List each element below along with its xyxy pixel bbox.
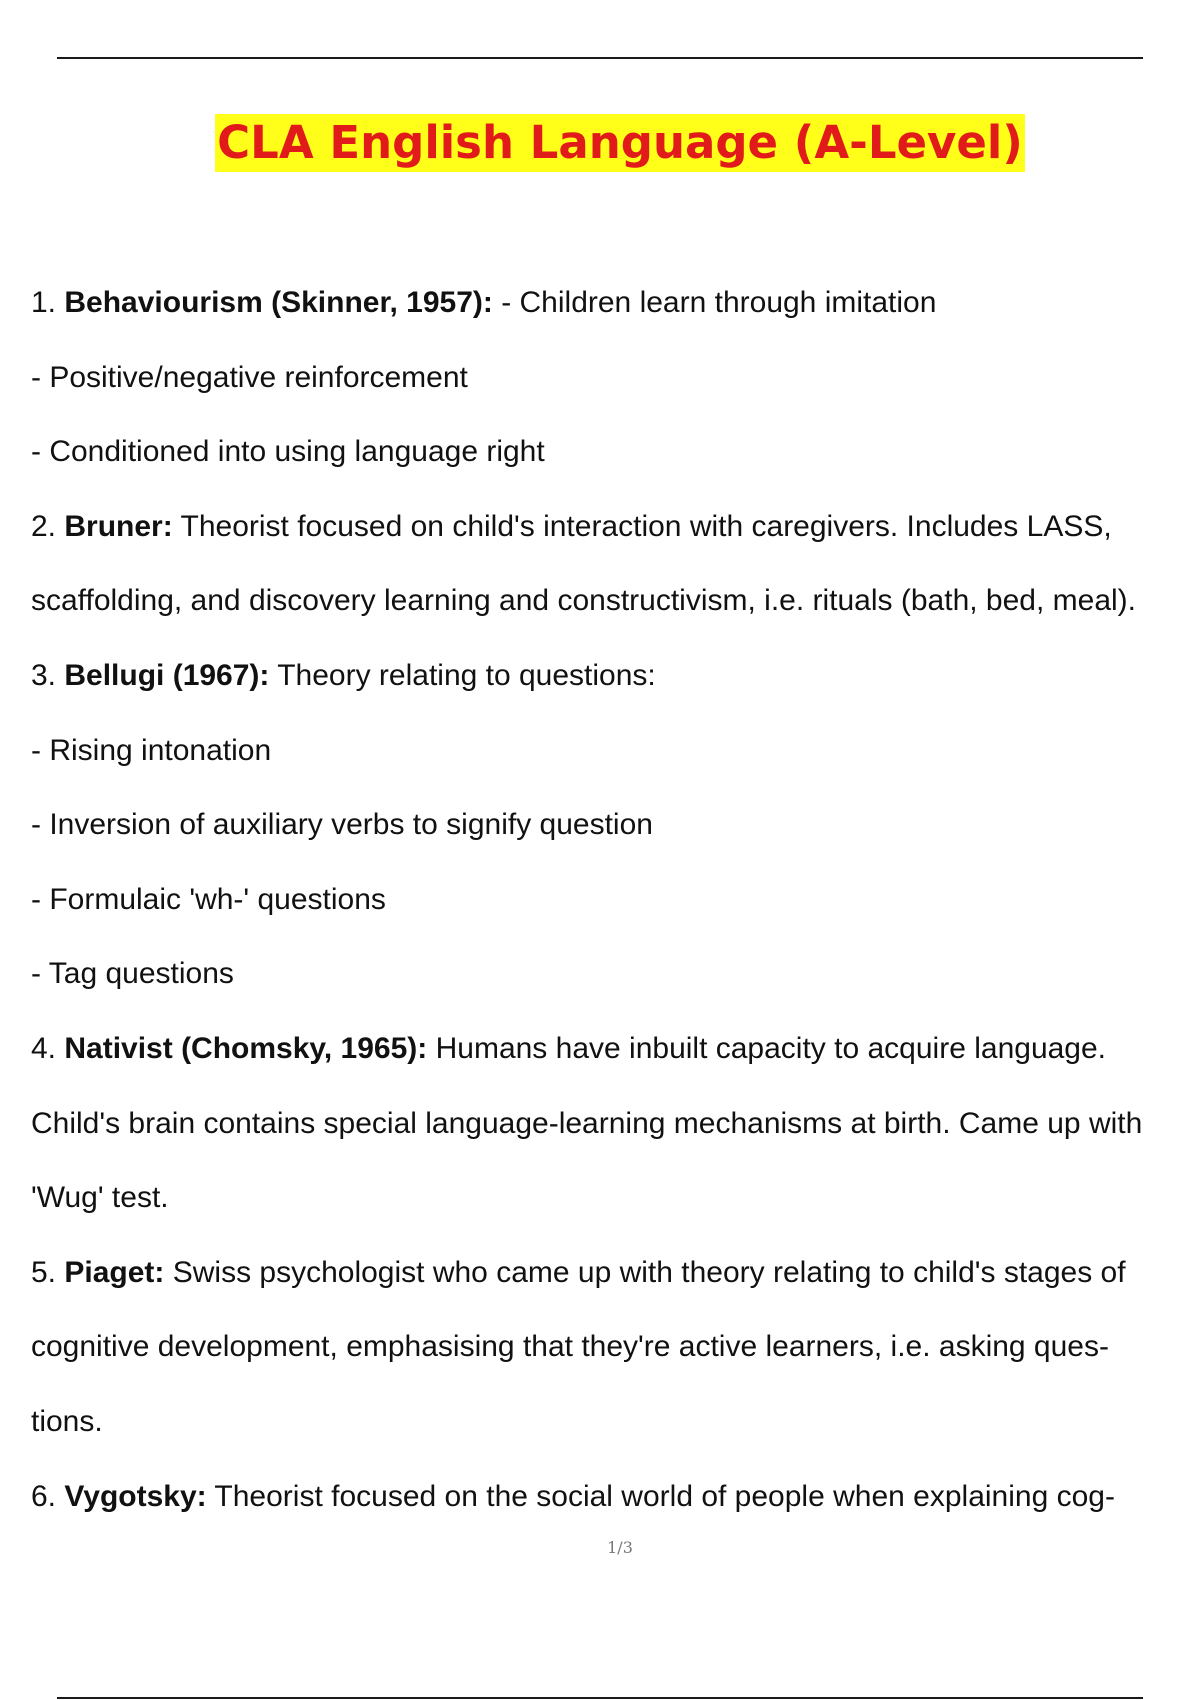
body-line: Child's brain contains special language-learning mechanisms at birth. Came up with — [31, 1106, 1143, 1140]
body-line: - Positive/negative reinforcement — [31, 360, 468, 394]
body-line: 1. Behaviourism (Skinner, 1957): - Children learn through imitation — [31, 286, 937, 319]
document-title: CLA English Language (A-Level) — [215, 114, 1025, 172]
body-line: 'Wug' test. — [31, 1181, 169, 1215]
body-line: - Tag questions — [31, 957, 234, 991]
term: Nativist (Chomsky, 1965): — [64, 1031, 428, 1065]
title-container — [0, 114, 1200, 172]
page-number: 1/3 — [607, 1538, 633, 1557]
body-line: - Inversion of auxiliary verbs to signify question — [31, 808, 653, 842]
body-line: - Formulaic 'wh-' questions — [31, 882, 386, 916]
body-line: 2. Bruner: Theorist focused on child's interaction with caregivers. Includes LASS, — [31, 509, 1112, 543]
body-line: 6. Vygotsky: Theorist focused on the social world of people when explaining cog- — [31, 1479, 1115, 1513]
body-line: cognitive development, emphasising that they're active learners, i.e. asking ques- — [31, 1330, 1109, 1364]
term: Behaviourism (Skinner, 1957): — [64, 286, 493, 319]
body-line: 4. Nativist (Chomsky, 1965): Humans have inbuilt capacity to acquire language. — [31, 1031, 1107, 1065]
document-body — [31, 266, 1200, 1534]
bottom-rule — [57, 1697, 1143, 1699]
body-line: tions. — [31, 1404, 103, 1438]
term: Piaget: — [64, 1255, 165, 1289]
term: Bruner: — [64, 509, 173, 543]
term: Vygotsky: — [64, 1479, 207, 1513]
body-line: scaffolding, and discovery learning and constructivism, i.e. rituals (bath, bed, meal). — [31, 584, 1136, 618]
body-line: - Rising intonation — [31, 733, 272, 767]
body-line: 5. Piaget: Swiss psychologist who came up with theory relating to child's stages of — [31, 1255, 1126, 1289]
body-line: 3. Bellugi (1967): Theory relating to questions: — [31, 658, 656, 692]
term: Bellugi (1967): — [64, 658, 270, 692]
top-rule — [57, 57, 1143, 59]
body-line: - Conditioned into using language right — [31, 435, 545, 469]
